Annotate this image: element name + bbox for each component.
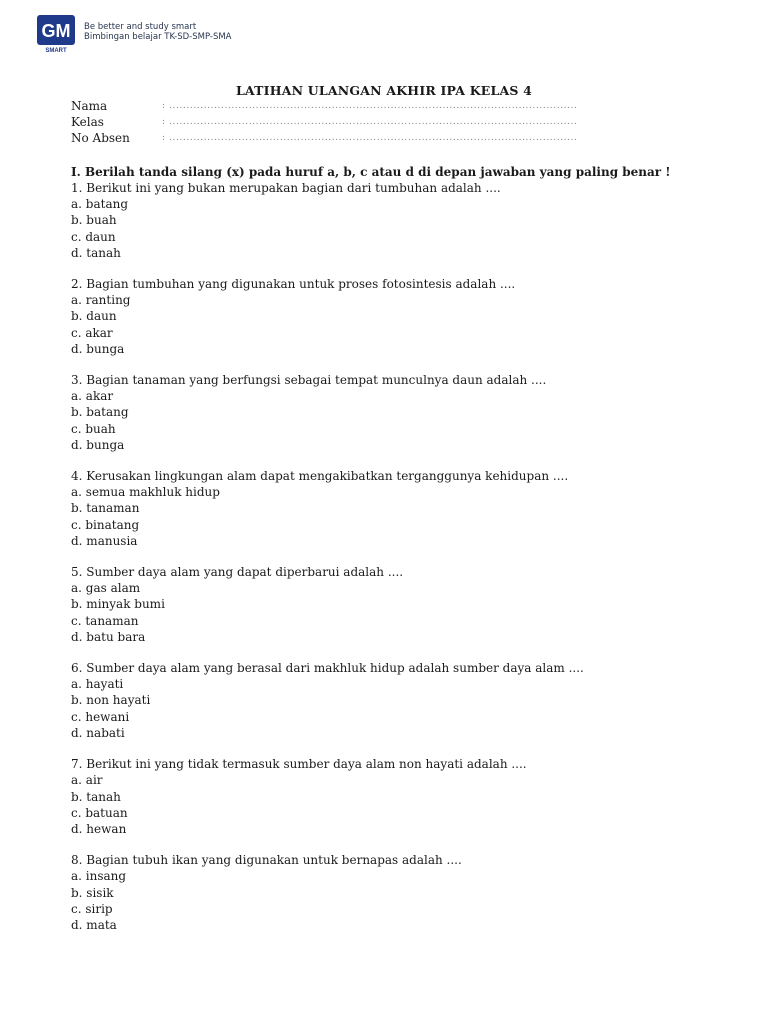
field-nama [71, 98, 611, 114]
field-fill-line: : ...................................................................................................................... [162, 101, 578, 111]
identity-fields [71, 98, 611, 146]
question-text: 5. Sumber daya alam yang dapat diperbarui adalah .... [71, 565, 404, 580]
question-text: 4. Kerusakan lingkungan alam dapat mengakibatkan terganggunya kehidupan .... [71, 469, 569, 484]
option-d: d. bunga [71, 437, 125, 452]
option-b: b. sisik [71, 885, 114, 900]
option-c: c. hewani [71, 709, 130, 724]
option-c: c. sirip [71, 901, 113, 916]
question-text: 1. Berikut ini yang bukan merupakan bagian dari tumbuhan adalah .... [71, 181, 501, 195]
option-b: b. buah [71, 213, 117, 228]
option-b: b. tanah [71, 789, 121, 804]
option-a: a. akar [71, 389, 114, 404]
field-fill-line: : ...................................................................................................................... [162, 133, 578, 143]
question-8 [71, 852, 721, 933]
field-label: No Absen [71, 131, 130, 145]
svg-text:GM: GM [41, 21, 71, 41]
option-d: d. manusia [71, 533, 138, 548]
page-title: LATIHAN ULANGAN AKHIR IPA KELAS 4 [235, 83, 533, 98]
option-a: a. semua makhluk hidup [71, 485, 220, 500]
question-text: 2. Bagian tumbuhan yang digunakan untuk proses fotosintesis adalah .... [71, 277, 516, 292]
option-b: b. non hayati [71, 693, 151, 708]
logo-tagline-block [84, 22, 232, 42]
question-text: 3. Bagian tanaman yang berfungsi sebagai tempat munculnya daun adalah .... [71, 373, 547, 388]
option-b: b. tanaman [71, 501, 140, 516]
option-c: c. daun [71, 229, 116, 244]
option-d: d. hewan [71, 821, 127, 836]
logo-subline: Bimbingan belajar TK-SD-SMP-SMA [84, 32, 232, 42]
question-text: 7. Berikut ini yang tidak termasuk sumber daya alam non hayati adalah .... [71, 757, 527, 772]
option-c: c. buah [71, 421, 116, 436]
option-b: b. minyak bumi [71, 597, 165, 612]
question-3 [71, 372, 721, 453]
option-b: b. batang [71, 405, 129, 420]
gm-logo [36, 14, 76, 54]
option-c: c. tanaman [71, 613, 139, 628]
option-a: a. ranting [71, 293, 131, 308]
option-d: d. bunga [71, 341, 125, 356]
field-label: Nama [71, 99, 108, 113]
gm-logo-icon [36, 14, 76, 54]
question-1 [71, 180, 721, 261]
field-label: Kelas [71, 115, 104, 129]
option-a: a. hayati [71, 677, 124, 692]
option-d: d. nabati [71, 725, 125, 740]
option-c: c. batuan [71, 805, 128, 820]
field-fill-line: : ...................................................................................................................... [162, 117, 578, 127]
question-6 [71, 660, 721, 741]
option-a: a. air [71, 773, 103, 788]
question-5 [71, 564, 721, 645]
option-d: d. mata [71, 917, 117, 932]
question-4 [71, 468, 721, 549]
question-7 [71, 756, 721, 837]
option-a: a. insang [71, 869, 127, 884]
option-a: a. gas alam [71, 581, 141, 596]
instruction: I. Berilah tanda silang (x) pada huruf a, b, c atau d di depan jawaban yang paling benar ! [71, 165, 671, 179]
option-d: d. tanah [71, 245, 121, 260]
question-2 [71, 276, 721, 357]
logo-tagline: Be better and study smart [84, 22, 197, 32]
question-text: 6. Sumber daya alam yang berasal dari makhluk hidup adalah sumber daya alam .... [71, 661, 584, 676]
option-a: a. batang [71, 197, 129, 212]
field-kelas [71, 114, 611, 130]
option-b: b. daun [71, 309, 117, 324]
option-c: c. akar [71, 325, 113, 340]
field-no-absen [71, 130, 611, 146]
svg-text:SMART: SMART [45, 48, 67, 54]
exam-content [71, 164, 721, 948]
question-text: 8. Bagian tubuh ikan yang digunakan untuk bernapas adalah .... [71, 853, 462, 868]
option-c: c. binatang [71, 517, 140, 532]
option-d: d. batu bara [71, 629, 146, 644]
